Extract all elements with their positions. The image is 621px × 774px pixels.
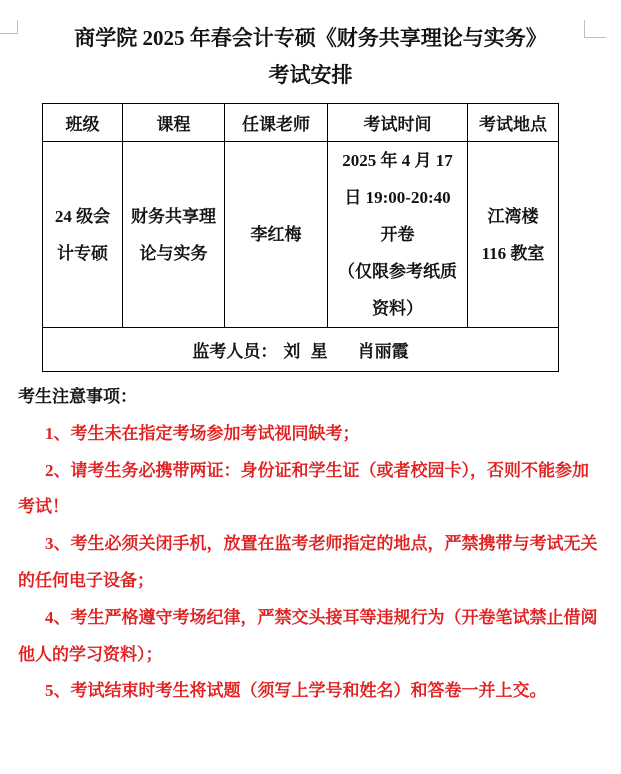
proctor-name-2: 肖丽霞 [357,342,409,361]
cell-exam-location-line-2: 116 教室 [481,243,545,263]
note-item-3: 3、考生必须关闭手机，放置在监考老师指定的地点，严禁携带与考试无关的任何电子设备； [18,534,598,590]
note-item-2: 2、请考生务必携带两证：身份证和学生证（或者校园卡），否则不能参加考试！ [18,460,589,517]
table-row [43,142,559,328]
notes-heading: 考生注意事项： [18,387,137,406]
title-line-2: 考试安排 [268,63,353,87]
proctor-row [43,328,559,372]
crop-mark-top-left-icon [0,20,18,34]
cell-teacher-name: 李红梅 [250,225,302,244]
cell-exam-time-line-4: （仅限参考纸质 [338,262,457,281]
header-teacher: 任课老师 [225,104,328,142]
cell-teacher [225,142,328,328]
crop-mark-top-right-icon [584,20,606,38]
note-item-5: 5、考试结束时考生将试题（须写上学号和姓名）和答卷一并上交。 [45,681,547,701]
header-course: 课程 [123,104,225,142]
cell-exam-location [468,142,559,328]
proctor-label: 监考人员： [192,342,278,361]
header-exam-location: 考试地点 [468,104,559,142]
note-item-4: 4、考生严格遵守考场纪律，严禁交头接耳等违规行为（开卷笔试禁止借阅他人的学习资料）； [18,607,598,664]
title-line-1: 商学院 2025 年春会计专硕《财务共享理论与实务》 [74,26,547,50]
cell-exam-time-line-2: 日 19:00-20:40 [344,188,451,207]
cell-class [43,142,123,328]
cell-course-line-1: 财务共享理 [131,206,216,226]
exam-schedule-table [42,103,559,372]
header-class: 班级 [43,104,123,142]
cell-exam-time-line-1: 2025 年 4 月 17 [342,151,453,170]
cell-exam-time [328,142,468,328]
exam-notice-page [0,20,621,774]
cell-exam-time-line-3: 开卷 [380,225,415,244]
table-header-row [43,104,559,142]
cell-exam-location-line-1: 江湾楼 [487,206,539,226]
cell-class-line-1: 24 级会 [54,206,111,226]
header-exam-time: 考试时间 [328,104,468,142]
cell-course [123,142,225,328]
proctor-name-1: 刘 星 [283,342,328,361]
notes-section [18,379,603,710]
document-title [0,20,621,94]
note-item-1: 1、考生未在指定考场参加考试视同缺考； [45,423,360,443]
cell-class-line-2: 计专硕 [57,243,108,263]
exam-notice-document [0,20,621,710]
proctor-cell [43,328,559,372]
cell-course-line-2: 论与实务 [139,243,208,263]
cell-exam-time-line-5: 资料） [372,299,423,318]
